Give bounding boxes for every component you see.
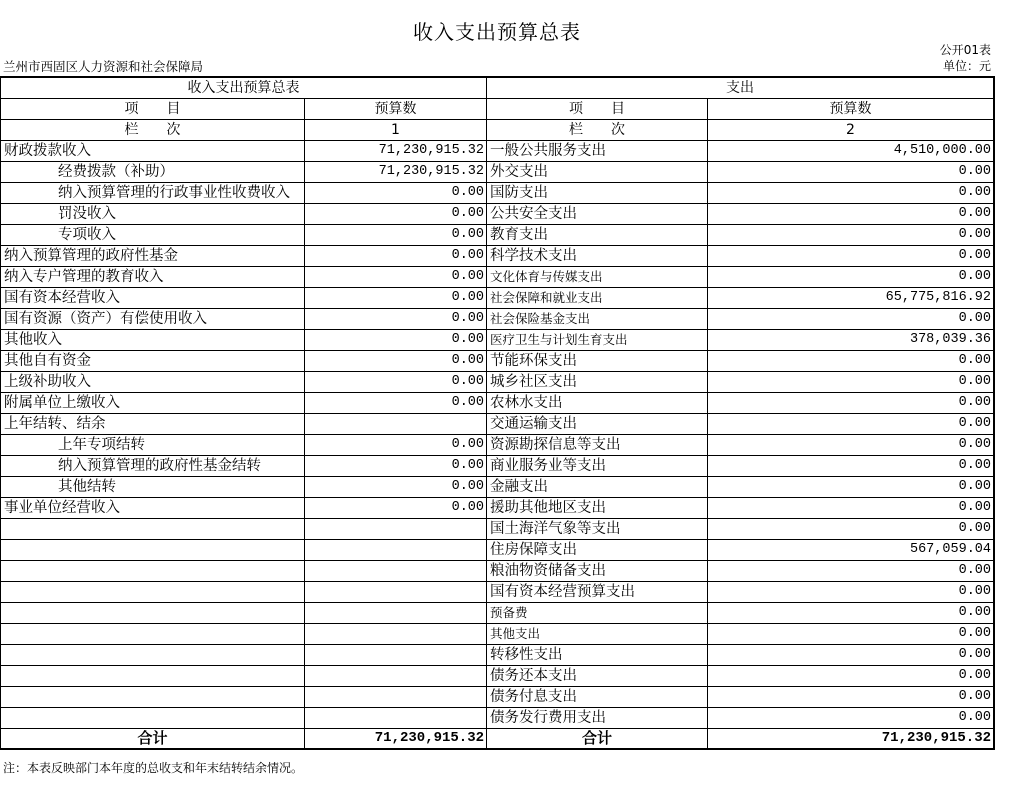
expense-amount-cell: 0.00 bbox=[708, 351, 995, 372]
total-income-amount: 71,230,915.32 bbox=[305, 729, 487, 750]
expense-item-cell: 债务付息支出 bbox=[487, 687, 708, 708]
income-item-cell: 其他收入 bbox=[1, 330, 305, 351]
expense-amount-cell: 0.00 bbox=[708, 456, 995, 477]
expense-item-cell: 国有资本经营预算支出 bbox=[487, 582, 708, 603]
income-item-cell: 纳入预算管理的行政事业性收费收入 bbox=[1, 183, 305, 204]
income-amount-cell: 0.00 bbox=[305, 183, 487, 204]
expense-item-cell: 农林水支出 bbox=[487, 393, 708, 414]
expense-item-cell: 交通运输支出 bbox=[487, 414, 708, 435]
expense-item-cell: 金融支出 bbox=[487, 477, 708, 498]
income-item-cell: 附属单位上缴收入 bbox=[1, 393, 305, 414]
expense-item-cell: 社会保险基金支出 bbox=[487, 309, 708, 330]
income-item-cell: 事业单位经营收入 bbox=[1, 498, 305, 519]
expense-amount-cell: 0.00 bbox=[708, 246, 995, 267]
income-amount-cell: 0.00 bbox=[305, 477, 487, 498]
expense-item-cell: 住房保障支出 bbox=[487, 540, 708, 561]
expense-amount-cell: 0.00 bbox=[708, 666, 995, 687]
income-item-cell: 纳入预算管理的政府性基金 bbox=[1, 246, 305, 267]
expense-amount-cell: 0.00 bbox=[708, 414, 995, 435]
empty-cell bbox=[1, 561, 305, 582]
expense-item-cell: 医疗卫生与计划生育支出 bbox=[487, 330, 708, 351]
expense-item-cell: 公共安全支出 bbox=[487, 204, 708, 225]
header-income-column-label: 栏 次 bbox=[1, 120, 305, 141]
expense-amount-cell: 0.00 bbox=[708, 225, 995, 246]
income-item-cell: 国有资源（资产）有偿使用收入 bbox=[1, 309, 305, 330]
income-amount-cell: 0.00 bbox=[305, 204, 487, 225]
expense-amount-cell: 4,510,000.00 bbox=[708, 141, 995, 162]
income-amount-cell: 71,230,915.32 bbox=[305, 162, 487, 183]
expense-item-cell: 转移性支出 bbox=[487, 645, 708, 666]
expense-item-cell: 文化体育与传媒支出 bbox=[487, 267, 708, 288]
income-item-cell: 其他结转 bbox=[1, 477, 305, 498]
income-amount-cell: 0.00 bbox=[305, 498, 487, 519]
total-income-label: 合计 bbox=[1, 729, 305, 750]
income-amount-cell: 0.00 bbox=[305, 246, 487, 267]
income-item-cell: 国有资本经营收入 bbox=[1, 288, 305, 309]
total-expense-amount: 71,230,915.32 bbox=[708, 729, 995, 750]
income-item-cell: 上级补助收入 bbox=[1, 372, 305, 393]
income-item-cell: 财政拨款收入 bbox=[1, 141, 305, 162]
expense-amount-cell: 378,039.36 bbox=[708, 330, 995, 351]
expense-item-cell: 国防支出 bbox=[487, 183, 708, 204]
income-amount-cell: 71,230,915.32 bbox=[305, 141, 487, 162]
empty-cell bbox=[1, 624, 305, 645]
header-income-group: 收入支出预算总表 bbox=[1, 78, 487, 99]
expense-amount-cell: 0.00 bbox=[708, 372, 995, 393]
expense-amount-cell: 567,059.04 bbox=[708, 540, 995, 561]
empty-cell bbox=[1, 582, 305, 603]
empty-cell bbox=[305, 624, 487, 645]
income-amount-cell: 0.00 bbox=[305, 267, 487, 288]
expense-item-cell: 一般公共服务支出 bbox=[487, 141, 708, 162]
expense-amount-cell: 0.00 bbox=[708, 645, 995, 666]
empty-cell bbox=[305, 519, 487, 540]
expense-amount-cell: 0.00 bbox=[708, 267, 995, 288]
income-item-cell: 其他自有资金 bbox=[1, 351, 305, 372]
expense-item-cell: 债务还本支出 bbox=[487, 666, 708, 687]
empty-cell bbox=[305, 645, 487, 666]
income-item-cell: 上年结转、结余 bbox=[1, 414, 305, 435]
header-expense-group: 支出 bbox=[487, 78, 995, 99]
income-item-cell: 经费拨款（补助） bbox=[1, 162, 305, 183]
income-amount-cell: 0.00 bbox=[305, 225, 487, 246]
expense-item-cell: 城乡社区支出 bbox=[487, 372, 708, 393]
expense-item-cell: 预备费 bbox=[487, 603, 708, 624]
income-item-cell: 纳入预算管理的政府性基金结转 bbox=[1, 456, 305, 477]
empty-cell bbox=[305, 603, 487, 624]
income-amount-cell: 0.00 bbox=[305, 456, 487, 477]
header-expense-column-label: 栏 次 bbox=[487, 120, 708, 141]
organization-name: 兰州市西固区人力资源和社会保障局 bbox=[3, 59, 204, 74]
expense-item-cell: 外交支出 bbox=[487, 162, 708, 183]
header-income-column-no: 1 bbox=[305, 120, 487, 141]
empty-cell bbox=[305, 687, 487, 708]
expense-amount-cell: 0.00 bbox=[708, 498, 995, 519]
unit-label: 单位：元 bbox=[942, 59, 991, 73]
expense-item-cell: 其他支出 bbox=[487, 624, 708, 645]
empty-cell bbox=[1, 603, 305, 624]
expense-amount-cell: 0.00 bbox=[708, 204, 995, 225]
income-item-cell: 罚没收入 bbox=[1, 204, 305, 225]
empty-cell bbox=[305, 414, 487, 435]
empty-cell bbox=[305, 666, 487, 687]
header-expense-item: 项 目 bbox=[487, 99, 708, 120]
empty-cell bbox=[305, 540, 487, 561]
empty-cell bbox=[305, 708, 487, 729]
income-item-cell: 上年专项结转 bbox=[1, 435, 305, 456]
income-amount-cell: 0.00 bbox=[305, 288, 487, 309]
expense-amount-cell: 0.00 bbox=[708, 477, 995, 498]
expense-amount-cell: 0.00 bbox=[708, 183, 995, 204]
expense-item-cell: 资源勘探信息等支出 bbox=[487, 435, 708, 456]
header-expense-column-no: 2 bbox=[708, 120, 995, 141]
expense-amount-cell: 0.00 bbox=[708, 162, 995, 183]
expense-amount-cell: 0.00 bbox=[708, 309, 995, 330]
income-item-cell: 专项收入 bbox=[1, 225, 305, 246]
expense-item-cell: 教育支出 bbox=[487, 225, 708, 246]
expense-item-cell: 粮油物资储备支出 bbox=[487, 561, 708, 582]
header-income-item: 项 目 bbox=[1, 99, 305, 120]
expense-item-cell: 债务发行费用支出 bbox=[487, 708, 708, 729]
empty-cell bbox=[1, 687, 305, 708]
empty-cell bbox=[1, 708, 305, 729]
expense-amount-cell: 0.00 bbox=[708, 624, 995, 645]
empty-cell bbox=[1, 519, 305, 540]
empty-cell bbox=[1, 540, 305, 561]
expense-amount-cell: 0.00 bbox=[708, 603, 995, 624]
empty-cell bbox=[1, 666, 305, 687]
expense-item-cell: 援助其他地区支出 bbox=[487, 498, 708, 519]
income-amount-cell: 0.00 bbox=[305, 351, 487, 372]
expense-amount-cell: 0.00 bbox=[708, 708, 995, 729]
expense-amount-cell: 0.00 bbox=[708, 435, 995, 456]
header-expense-amount: 预算数 bbox=[708, 99, 995, 120]
form-code-label: 公开01表 bbox=[939, 43, 991, 57]
expense-amount-cell: 0.00 bbox=[708, 561, 995, 582]
income-amount-cell: 0.00 bbox=[305, 330, 487, 351]
expense-item-cell: 社会保障和就业支出 bbox=[487, 288, 708, 309]
empty-cell bbox=[305, 561, 487, 582]
expense-item-cell: 科学技术支出 bbox=[487, 246, 708, 267]
income-amount-cell: 0.00 bbox=[305, 393, 487, 414]
expense-amount-cell: 0.00 bbox=[708, 687, 995, 708]
page-title: 收入支出预算总表 bbox=[413, 20, 581, 44]
empty-cell bbox=[1, 645, 305, 666]
income-amount-cell: 0.00 bbox=[305, 309, 487, 330]
expense-item-cell: 国土海洋气象等支出 bbox=[487, 519, 708, 540]
expense-amount-cell: 65,775,816.92 bbox=[708, 288, 995, 309]
header-income-amount: 预算数 bbox=[305, 99, 487, 120]
budget-table bbox=[0, 76, 995, 750]
empty-cell bbox=[305, 582, 487, 603]
income-item-cell: 纳入专户管理的教育收入 bbox=[1, 267, 305, 288]
expense-amount-cell: 0.00 bbox=[708, 393, 995, 414]
income-amount-cell: 0.00 bbox=[305, 372, 487, 393]
expense-amount-cell: 0.00 bbox=[708, 519, 995, 540]
expense-amount-cell: 0.00 bbox=[708, 582, 995, 603]
expense-item-cell: 节能环保支出 bbox=[487, 351, 708, 372]
income-amount-cell: 0.00 bbox=[305, 435, 487, 456]
footnote: 注：本表反映部门本年度的总收支和年末结转结余情况。 bbox=[3, 761, 304, 775]
total-expense-label: 合计 bbox=[487, 729, 708, 750]
expense-item-cell: 商业服务业等支出 bbox=[487, 456, 708, 477]
